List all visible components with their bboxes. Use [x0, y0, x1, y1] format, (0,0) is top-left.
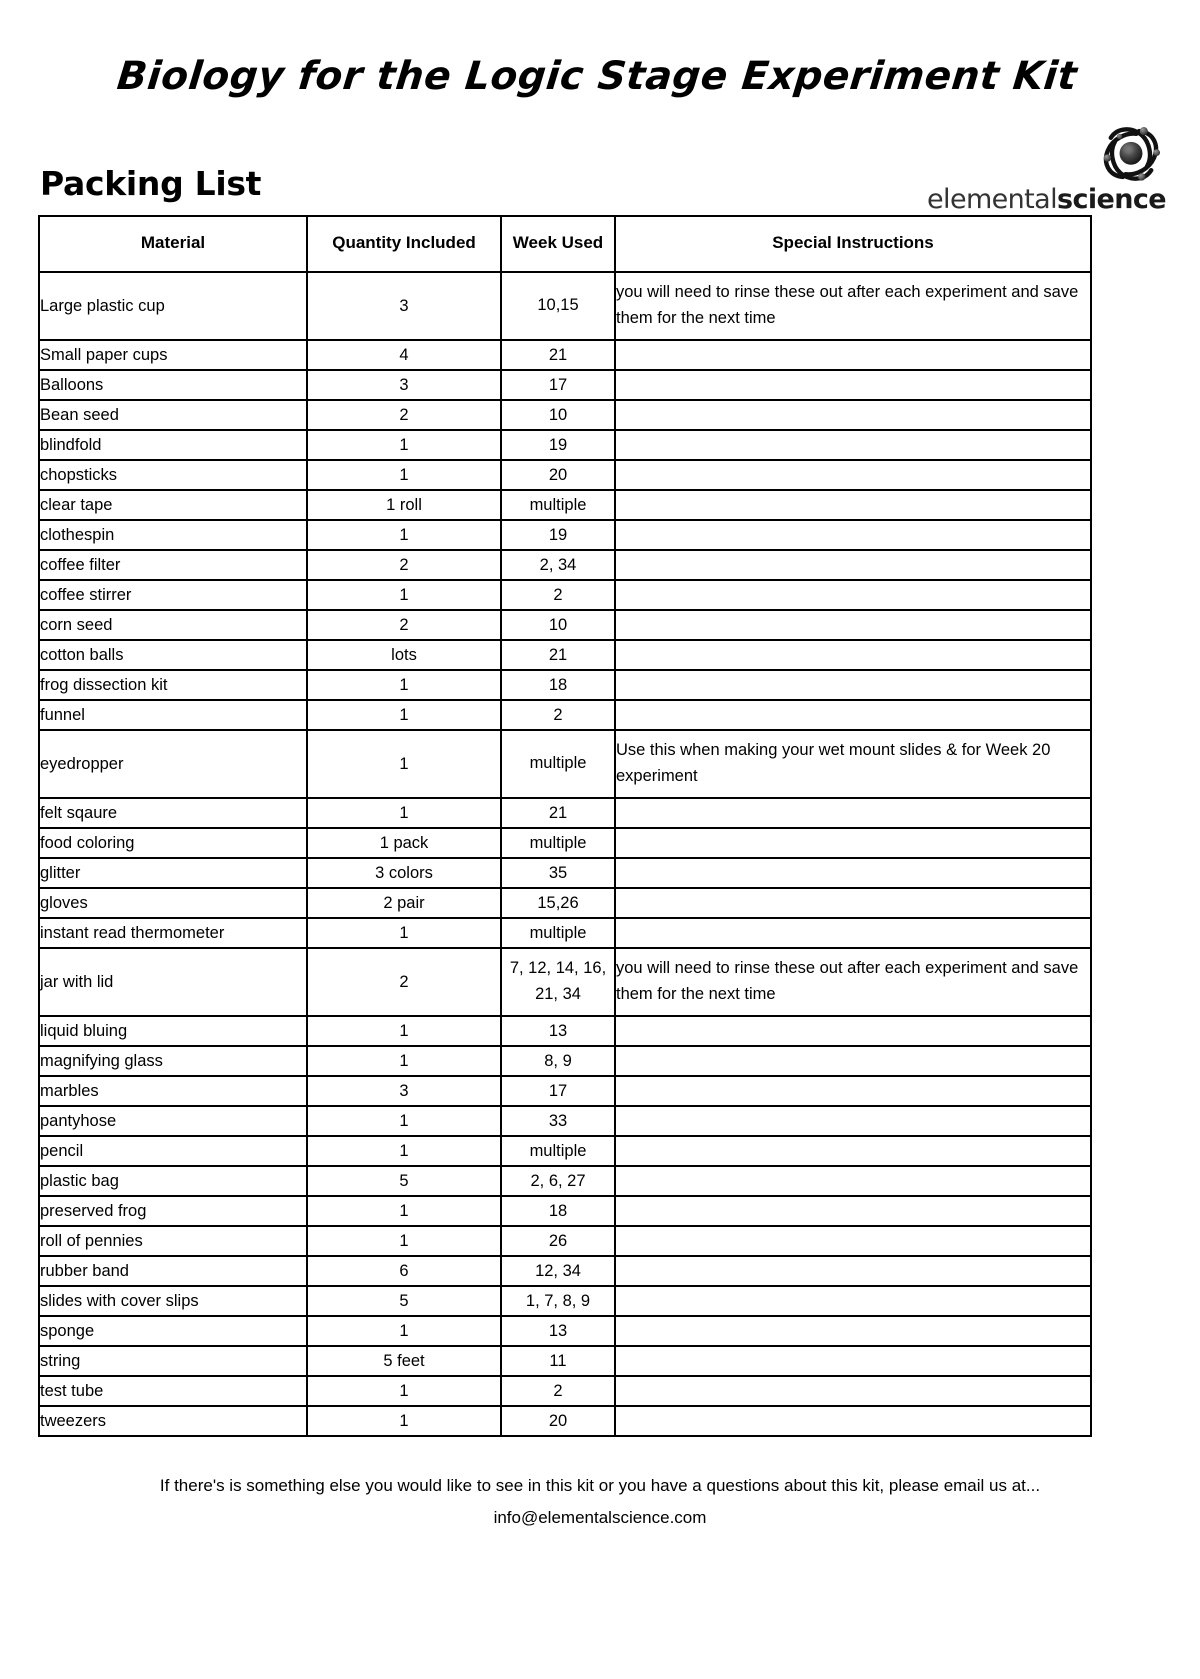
table-row	[39, 1076, 1091, 1106]
cell-material: roll of pennies	[39, 1226, 307, 1256]
table-row	[39, 1226, 1091, 1256]
cell-material: instant read thermometer	[39, 918, 307, 948]
cell-material: clear tape	[39, 490, 307, 520]
cell-week: 19	[501, 520, 615, 550]
cell-material: slides with cover slips	[39, 1286, 307, 1316]
brand-name-bold: science	[1057, 183, 1166, 215]
cell-material: string	[39, 1346, 307, 1376]
cell-week: 18	[501, 1196, 615, 1226]
cell-quantity: 1	[307, 1016, 501, 1046]
cell-special-instructions	[615, 370, 1091, 400]
footer-line-2: info@elementalscience.com	[493, 1508, 707, 1528]
cell-material: food coloring	[39, 828, 307, 858]
cell-special-instructions	[615, 1136, 1091, 1166]
cell-material: test tube	[39, 1376, 307, 1406]
brand-logo	[906, 123, 1166, 213]
cell-special-instructions	[615, 1406, 1091, 1436]
cell-quantity: 5 feet	[307, 1346, 501, 1376]
cell-material: clothespin	[39, 520, 307, 550]
cell-material: sponge	[39, 1316, 307, 1346]
cell-material: Large plastic cup	[39, 272, 307, 340]
cell-week: 26	[501, 1226, 615, 1256]
cell-special-instructions	[615, 1286, 1091, 1316]
cell-quantity: 3	[307, 370, 501, 400]
table-row	[39, 1136, 1091, 1166]
column-header-special: Special Instructions	[615, 216, 1091, 272]
cell-material: preserved frog	[39, 1196, 307, 1226]
cell-special-instructions	[615, 1256, 1091, 1286]
cell-quantity: 1	[307, 1046, 501, 1076]
cell-quantity: 2	[307, 550, 501, 580]
cell-quantity: 1	[307, 670, 501, 700]
table-row	[39, 370, 1091, 400]
cell-special-instructions	[615, 700, 1091, 730]
cell-quantity: 3 colors	[307, 858, 501, 888]
cell-special-instructions	[615, 1016, 1091, 1046]
footer	[0, 1470, 1200, 1535]
cell-special-instructions	[615, 340, 1091, 370]
cell-special-instructions	[615, 858, 1091, 888]
cell-special-instructions	[615, 888, 1091, 918]
table-row	[39, 888, 1091, 918]
cell-material: pencil	[39, 1136, 307, 1166]
cell-material: Balloons	[39, 370, 307, 400]
table-row	[39, 700, 1091, 730]
table-row	[39, 1196, 1091, 1226]
cell-material: pantyhose	[39, 1106, 307, 1136]
cell-week: 17	[501, 1076, 615, 1106]
table-body	[39, 272, 1091, 1436]
cell-material: Small paper cups	[39, 340, 307, 370]
cell-quantity: 2	[307, 948, 501, 1016]
cell-material: gloves	[39, 888, 307, 918]
cell-quantity: 5	[307, 1166, 501, 1196]
cell-week: 15,26	[501, 888, 615, 918]
page-title: Biology for the Logic Stage Experiment Kit	[114, 54, 1080, 99]
table-row	[39, 828, 1091, 858]
cell-special-instructions	[615, 918, 1091, 948]
cell-quantity: 1	[307, 460, 501, 490]
cell-special-instructions	[615, 640, 1091, 670]
cell-week: 13	[501, 1016, 615, 1046]
column-header-quantity: Quantity Included	[307, 216, 501, 272]
cell-week: 8, 9	[501, 1046, 615, 1076]
table-row	[39, 1166, 1091, 1196]
cell-week: multiple	[501, 730, 615, 798]
cell-week: 2	[501, 580, 615, 610]
table-row	[39, 948, 1091, 1016]
packing-table-wrapper	[38, 215, 1166, 1437]
cell-quantity: 1	[307, 1376, 501, 1406]
table-row	[39, 550, 1091, 580]
cell-quantity: 3	[307, 1076, 501, 1106]
cell-week: 10	[501, 610, 615, 640]
cell-material: rubber band	[39, 1256, 307, 1286]
table-row	[39, 1016, 1091, 1046]
cell-quantity: 1 pack	[307, 828, 501, 858]
table-row	[39, 1346, 1091, 1376]
cell-material: coffee filter	[39, 550, 307, 580]
cell-material: eyedropper	[39, 730, 307, 798]
cell-special-instructions	[615, 460, 1091, 490]
cell-week: 10,15	[501, 272, 615, 340]
table-row	[39, 1406, 1091, 1436]
cell-week: 21	[501, 340, 615, 370]
cell-quantity: 1	[307, 700, 501, 730]
table-row	[39, 610, 1091, 640]
cell-material: marbles	[39, 1076, 307, 1106]
table-row	[39, 1316, 1091, 1346]
cell-material: funnel	[39, 700, 307, 730]
table-row	[39, 490, 1091, 520]
table-row	[39, 520, 1091, 550]
header-row	[0, 117, 1200, 215]
cell-week: 21	[501, 640, 615, 670]
table-row	[39, 1376, 1091, 1406]
cell-special-instructions	[615, 610, 1091, 640]
cell-special-instructions	[615, 400, 1091, 430]
brand-name-light: elemental	[927, 183, 1058, 215]
cell-material: blindfold	[39, 430, 307, 460]
cell-special-instructions	[615, 550, 1091, 580]
cell-special-instructions	[615, 1046, 1091, 1076]
table-row	[39, 918, 1091, 948]
brand-wordmark	[906, 183, 1166, 215]
cell-week: 12, 34	[501, 1256, 615, 1286]
cell-quantity: 1	[307, 1226, 501, 1256]
table-row	[39, 730, 1091, 798]
cell-week: 2	[501, 1376, 615, 1406]
cell-week: 11	[501, 1346, 615, 1376]
cell-special-instructions	[615, 430, 1091, 460]
table-row	[39, 1256, 1091, 1286]
cell-quantity: 1	[307, 1316, 501, 1346]
cell-week: multiple	[501, 918, 615, 948]
cell-quantity: 2 pair	[307, 888, 501, 918]
cell-special-instructions	[615, 1196, 1091, 1226]
cell-week: 2	[501, 700, 615, 730]
table-row	[39, 1106, 1091, 1136]
cell-quantity: lots	[307, 640, 501, 670]
table-row	[39, 1286, 1091, 1316]
cell-quantity: 1	[307, 430, 501, 460]
cell-special-instructions: you will need to rinse these out after each experiment and save them for the next time	[615, 948, 1091, 1016]
cell-quantity: 1	[307, 580, 501, 610]
table-row	[39, 640, 1091, 670]
cell-week: 2, 6, 27	[501, 1166, 615, 1196]
cell-special-instructions	[615, 1376, 1091, 1406]
table-row	[39, 460, 1091, 490]
cell-material: tweezers	[39, 1406, 307, 1436]
table-head	[39, 216, 1091, 272]
cell-quantity: 2	[307, 400, 501, 430]
cell-week: 33	[501, 1106, 615, 1136]
cell-material: liquid bluing	[39, 1016, 307, 1046]
cell-week: multiple	[501, 828, 615, 858]
cell-special-instructions	[615, 1346, 1091, 1376]
cell-special-instructions	[615, 1076, 1091, 1106]
cell-week: 13	[501, 1316, 615, 1346]
cell-week: 21	[501, 798, 615, 828]
cell-week: 20	[501, 1406, 615, 1436]
cell-week: 18	[501, 670, 615, 700]
table-row	[39, 798, 1091, 828]
column-header-week: Week Used	[501, 216, 615, 272]
cell-week: multiple	[501, 1136, 615, 1166]
cell-material: magnifying glass	[39, 1046, 307, 1076]
cell-quantity: 1	[307, 1406, 501, 1436]
cell-material: cotton balls	[39, 640, 307, 670]
cell-special-instructions	[615, 1106, 1091, 1136]
cell-material: coffee stirrer	[39, 580, 307, 610]
table-row	[39, 272, 1091, 340]
cell-special-instructions	[615, 490, 1091, 520]
cell-material: frog dissection kit	[39, 670, 307, 700]
cell-quantity: 1	[307, 798, 501, 828]
cell-special-instructions: you will need to rinse these out after each experiment and save them for the next time	[615, 272, 1091, 340]
cell-special-instructions	[615, 670, 1091, 700]
cell-quantity: 1 roll	[307, 490, 501, 520]
cell-quantity: 2	[307, 610, 501, 640]
column-header-material: Material	[39, 216, 307, 272]
cell-quantity: 1	[307, 520, 501, 550]
cell-material: jar with lid	[39, 948, 307, 1016]
cell-quantity: 1	[307, 730, 501, 798]
cell-special-instructions	[615, 1226, 1091, 1256]
cell-special-instructions	[615, 580, 1091, 610]
cell-week: 35	[501, 858, 615, 888]
footer-line-1: If there's is something else you would like to see in this kit or you have a questions about this kit, please email us at...	[159, 1476, 1041, 1495]
cell-material: felt sqaure	[39, 798, 307, 828]
cell-quantity: 1	[307, 1136, 501, 1166]
cell-special-instructions	[615, 798, 1091, 828]
cell-week: 10	[501, 400, 615, 430]
cell-quantity: 4	[307, 340, 501, 370]
cell-week: 20	[501, 460, 615, 490]
cell-material: plastic bag	[39, 1166, 307, 1196]
cell-week: multiple	[501, 490, 615, 520]
cell-week: 7, 12, 14, 16, 21, 34	[501, 948, 615, 1016]
cell-week: 19	[501, 430, 615, 460]
table-header-row	[39, 216, 1091, 272]
section-heading: Packing List	[40, 163, 262, 203]
cell-quantity: 3	[307, 272, 501, 340]
table-row	[39, 670, 1091, 700]
cell-quantity: 1	[307, 918, 501, 948]
cell-material: glitter	[39, 858, 307, 888]
cell-material: chopsticks	[39, 460, 307, 490]
cell-special-instructions	[615, 520, 1091, 550]
cell-special-instructions	[615, 1316, 1091, 1346]
cell-week: 2, 34	[501, 550, 615, 580]
cell-quantity: 6	[307, 1256, 501, 1286]
cell-special-instructions: Use this when making your wet mount slides & for Week 20 experiment	[615, 730, 1091, 798]
cell-week: 17	[501, 370, 615, 400]
cell-material: Bean seed	[39, 400, 307, 430]
cell-week: 1, 7, 8, 9	[501, 1286, 615, 1316]
table-row	[39, 858, 1091, 888]
table-row	[39, 340, 1091, 370]
cell-special-instructions	[615, 1166, 1091, 1196]
table-row	[39, 580, 1091, 610]
table-row	[39, 430, 1091, 460]
cell-quantity: 5	[307, 1286, 501, 1316]
atom-icon	[1096, 123, 1166, 185]
cell-special-instructions	[615, 828, 1091, 858]
packing-table	[38, 215, 1092, 1437]
cell-quantity: 1	[307, 1196, 501, 1226]
cell-quantity: 1	[307, 1106, 501, 1136]
table-row	[39, 400, 1091, 430]
table-row	[39, 1046, 1091, 1076]
cell-material: corn seed	[39, 610, 307, 640]
